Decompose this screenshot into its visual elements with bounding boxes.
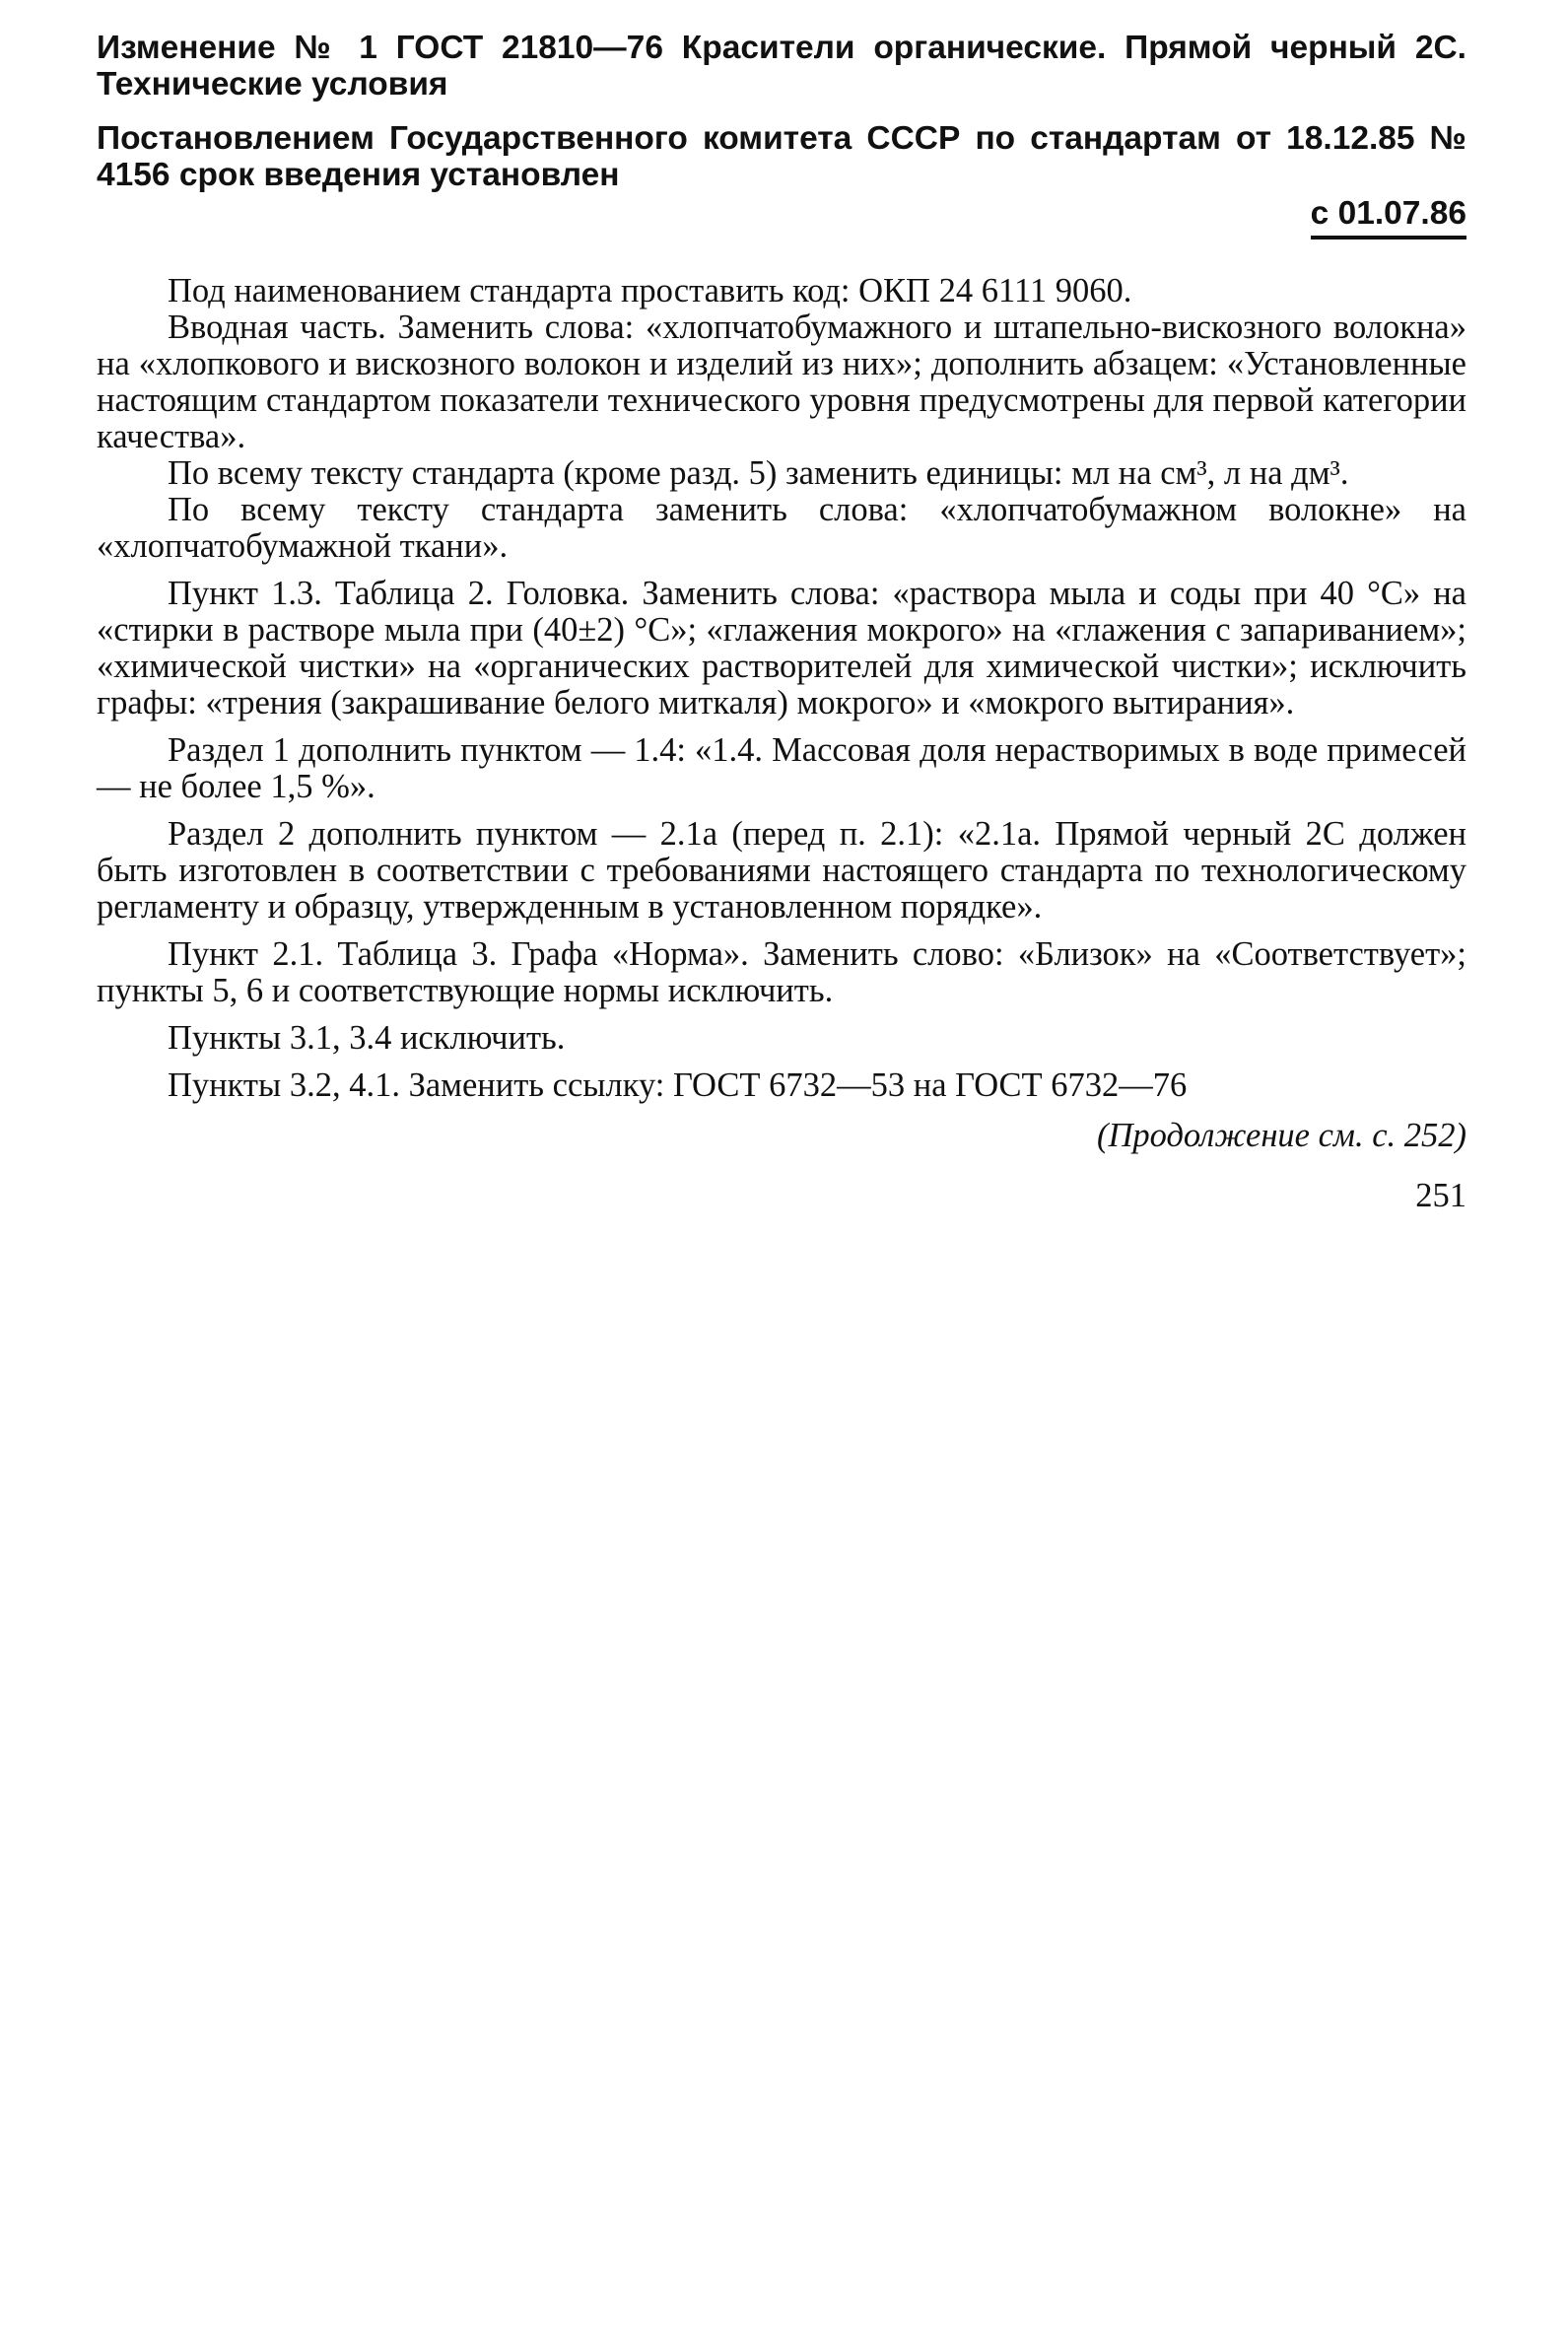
paragraph-items-3-1-3-4: Пункты 3.1, 3.4 исключить. [168,1019,566,1057]
paragraph-section-2: Раздел 2 дополнить пунктом — 2.1а (перед п. 2.1): «2.1а. Прямой черный 2С должен быть изготовлен в соответствии с требованиями настоящего стандарта по технологическому регламенту и образцу, утвержденным в установленном порядке». [97,815,1466,926]
amendment-body [97,273,1466,1104]
effective-date: с 01.07.86 [1311,195,1466,240]
paragraph-words-replace: По всему тексту стандарта заменить слова: «хлопчатобумажном волокне» на «хлопчатобумажной ткани». [97,491,1466,565]
paragraph-items-3-2-4-1: Пункты 3.2, 4.1. Заменить ссылку: ГОСТ 6732—53 на ГОСТ 6732—76 [168,1066,1188,1104]
continuation-note: (Продолжение см. с. 252) [1097,1117,1466,1154]
amendment-title: Изменение № 1 ГОСТ 21810—76 Красители органические. Прямой черный 2С. Технические условия [97,30,1466,103]
resolution-statement: Постановлением Государственного комитета СССР по стандартам от 18.12.85 № 4156 срок введения установлен [97,120,1466,193]
paragraph-section-1: Раздел 1 дополнить пунктом — 1.4: «1.4. Массовая доля нерастворимых в воде примесей — не более 1,5 %». [97,731,1466,805]
paragraph-introduction: Вводная часть. Заменить слова: «хлопчатобумажного и штапельно-вискозного волокна» на «хлопкового и вискозного волокон и изделий из них»; дополнить абзацем: «Установленные настоящим стандартом показатели технического уровня предусмотрены для первой категории качества». [97,309,1466,455]
paragraph-item-1-3: Пункт 1.3. Таблица 2. Головка. Заменить слова: «раствора мыла и соды при 40 °С» на «стирки в растворе мыла при (40±2) °С»; «глажения мокрого» на «глажения с запариванием»; «химической чистки» на «органических растворителей для химической чистки»; исключить графы: «трения (закрашивание белого миткаля) мокрого» и «мокрого вытирания». [97,575,1466,721]
page-number: 251 [1415,1177,1466,1214]
effective-date-line [97,195,1466,240]
paragraph-item-2-1: Пункт 2.1. Таблица 3. Графа «Норма». Заменить слово: «Близок» на «Соответствует»; пункты 5, 6 и соответствующие нормы исключить. [97,935,1466,1009]
paragraph-units: По всему тексту стандарта (кроме разд. 5) заменить единицы: мл на см³, л на дм³. [168,454,1349,492]
paragraph-okp-code: Под наименованием стандарта проставить код: ОКП 24 6111 9060. [168,272,1132,309]
document-page [97,30,1466,1214]
